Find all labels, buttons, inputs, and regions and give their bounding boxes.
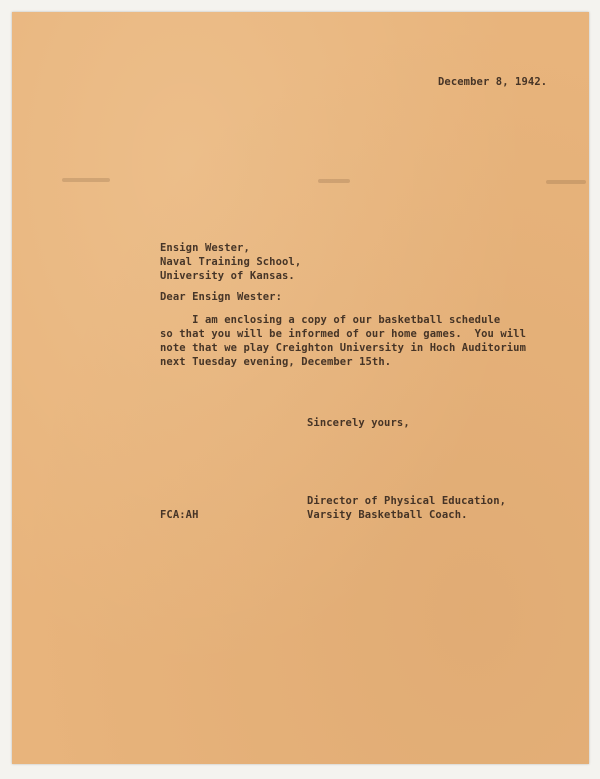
- recipient-address: [160, 241, 301, 283]
- signature-line: Director of Physical Education,: [307, 495, 507, 507]
- recipient-line: University of Kansas.: [160, 270, 295, 282]
- recipient-line: Naval Training School,: [160, 256, 302, 268]
- reference-initials: FCA:AH: [160, 509, 199, 521]
- salutation: Dear Ensign Wester:: [160, 291, 283, 303]
- body-line: note that we play Creighton University in Hoch Auditorium: [160, 342, 527, 354]
- closing: Sincerely yours,: [307, 417, 410, 429]
- signature-line: Varsity Basketball Coach.: [307, 509, 468, 521]
- faint-mark: [546, 180, 586, 184]
- faint-mark: [62, 178, 110, 182]
- body-line: I am enclosing a copy of our basketball schedule: [160, 314, 501, 326]
- body-line: so that you will be informed of our home games. You will: [160, 328, 527, 340]
- faint-mark: [318, 179, 350, 183]
- signature-block: [307, 494, 506, 522]
- body-line: next Tuesday evening, December 15th.: [160, 356, 392, 368]
- letter-body: [160, 313, 526, 369]
- letter-paper: [12, 12, 589, 764]
- recipient-line: Ensign Wester,: [160, 242, 250, 254]
- letter-date: December 8, 1942.: [438, 76, 548, 88]
